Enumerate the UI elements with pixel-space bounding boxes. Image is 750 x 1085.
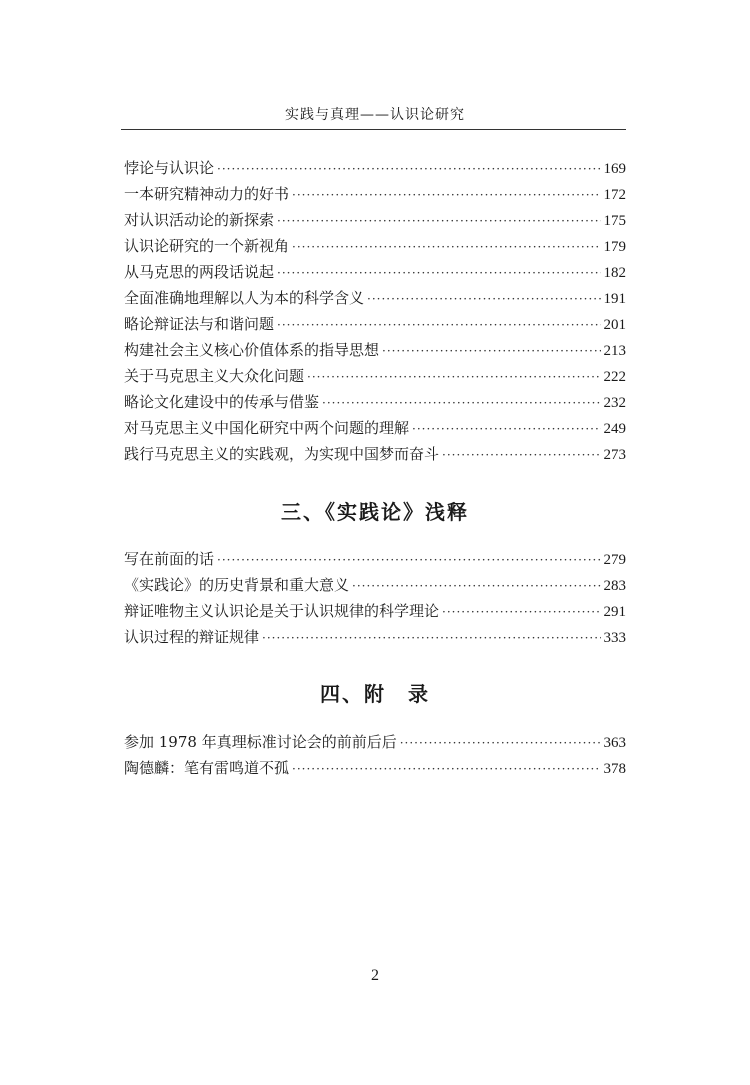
dot-leader <box>367 292 600 306</box>
toc-entry-title: 从马克思的两段话说起 <box>124 263 275 281</box>
dot-leader <box>412 422 600 436</box>
toc-entry[interactable] <box>124 339 626 365</box>
toc-entry[interactable] <box>124 391 626 417</box>
toc-entry-page-number: 291 <box>603 604 626 620</box>
dot-leader <box>292 188 600 202</box>
section-heading-3: 三、《实践论》浅释 <box>281 500 469 524</box>
toc-entry-page-number: 213 <box>603 343 626 359</box>
toc-entry-title: 陶德麟：笔有雷鸣道不孤 <box>124 759 290 777</box>
dot-leader <box>382 344 600 358</box>
dot-leader <box>277 266 600 280</box>
toc-entry[interactable] <box>124 626 626 652</box>
toc-entry-title: 践行马克思主义的实践观，为实现中国梦而奋斗 <box>124 445 440 463</box>
toc-entry-page-number: 191 <box>603 291 626 307</box>
toc-entry-title: 一本研究精神动力的好书 <box>124 185 290 203</box>
toc-entry[interactable] <box>124 731 626 757</box>
toc-entry-title: 辩证唯物主义认识论是关于认识规律的科学理论 <box>124 602 440 620</box>
toc-entry-page-number: 201 <box>603 317 626 333</box>
toc-entry[interactable] <box>124 548 626 574</box>
toc-entry[interactable] <box>124 574 626 600</box>
toc-entry[interactable] <box>124 757 626 783</box>
toc-entry[interactable] <box>124 235 626 261</box>
toc-entry[interactable] <box>124 600 626 626</box>
toc-entry-page-number: 378 <box>603 761 626 777</box>
toc-entry-page-number: 179 <box>603 239 626 255</box>
toc-entry-title: 认识论研究的一个新视角 <box>124 237 290 255</box>
dot-leader <box>322 396 600 410</box>
toc-entry[interactable] <box>124 313 626 339</box>
toc-entry-page-number: 333 <box>603 630 626 646</box>
toc-entry-title: 《实践论》的历史背景和重大意义 <box>124 576 350 594</box>
toc-entry-title: 全面准确地理解以人为本的科学含义 <box>124 289 365 307</box>
toc-entry-title: 写在前面的话 <box>124 550 215 568</box>
toc-entry-page-number: 175 <box>603 213 626 229</box>
toc-entry-title: 关于马克思主义大众化问题 <box>124 367 305 385</box>
dot-leader <box>307 370 600 384</box>
toc-entry-page-number: 279 <box>603 552 626 568</box>
toc-entry[interactable] <box>124 417 626 443</box>
toc-list <box>124 548 626 652</box>
dot-leader <box>400 736 601 750</box>
toc-entry[interactable] <box>124 261 626 287</box>
running-header: 实践与真理——认识论研究 <box>285 107 465 123</box>
dot-leader <box>262 631 600 645</box>
dot-leader <box>352 579 600 593</box>
toc-entry[interactable] <box>124 365 626 391</box>
toc-entry-page-number: 232 <box>603 395 626 411</box>
toc-entry[interactable] <box>124 157 626 183</box>
toc-entry-page-number: 172 <box>603 187 626 203</box>
dot-leader <box>217 553 600 567</box>
toc-list <box>124 731 626 783</box>
dot-leader <box>292 762 600 776</box>
toc-entry[interactable] <box>124 209 626 235</box>
toc-list <box>124 157 626 469</box>
toc-entry[interactable] <box>124 183 626 209</box>
dot-leader <box>442 448 600 462</box>
toc-entry-title: 略论辩证法与和谐问题 <box>124 315 275 333</box>
toc-entry-title: 略论文化建设中的传承与借鉴 <box>124 393 320 411</box>
dot-leader <box>277 214 600 228</box>
dot-leader <box>217 162 600 176</box>
toc-entry-title: 认识过程的辩证规律 <box>124 628 260 646</box>
toc-entry-page-number: 363 <box>603 735 626 751</box>
page-number: 2 <box>371 967 379 984</box>
toc-entry-page-number: 273 <box>603 447 626 463</box>
toc-entry-page-number: 249 <box>603 421 626 437</box>
dot-leader <box>277 318 600 332</box>
toc-entry-page-number: 222 <box>603 369 626 385</box>
dot-leader <box>292 240 600 254</box>
toc-entry-page-number: 283 <box>603 578 626 594</box>
toc-entry-title: 对认识活动论的新探索 <box>124 211 275 229</box>
toc-entry[interactable] <box>124 287 626 313</box>
section-heading-4: 四、附 录 <box>320 682 430 706</box>
toc-entry[interactable] <box>124 443 626 469</box>
toc-entry-title: 悖论与认识论 <box>124 159 215 177</box>
toc-entry-page-number: 169 <box>603 161 626 177</box>
toc-entry-page-number: 182 <box>603 265 626 281</box>
toc-entry-title: 对马克思主义中国化研究中两个问题的理解 <box>124 419 410 437</box>
header-rule <box>121 129 626 130</box>
dot-leader <box>442 605 600 619</box>
toc-entry-title: 参加 1978 年真理标准讨论会的前前后后 <box>124 733 397 751</box>
toc-entry-title: 构建社会主义核心价值体系的指导思想 <box>124 341 380 359</box>
